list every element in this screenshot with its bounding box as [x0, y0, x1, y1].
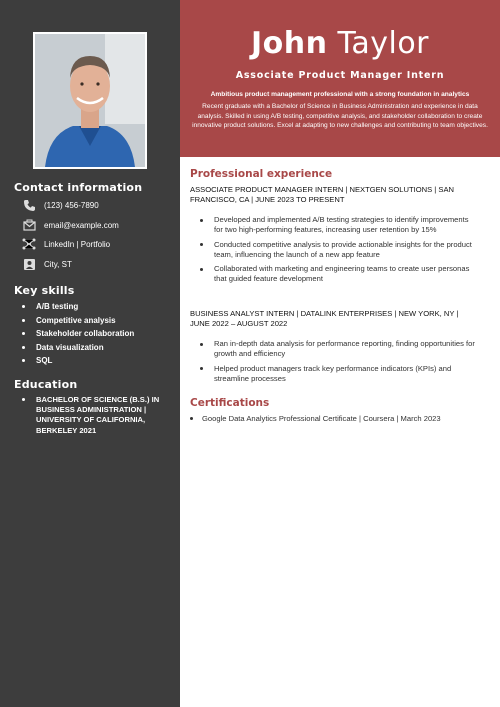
skills-list [22, 300, 134, 368]
skills-heading: Key skills [14, 284, 75, 297]
certification-item: Google Data Analytics Professional Certificate | Coursera | March 2023 [190, 414, 441, 423]
contact-location [22, 256, 72, 272]
list-item: Conducted competitive analysis to provide actionable insights for the product team, influencing the launch of a new app feature [200, 240, 475, 261]
contact-email[interactable] [22, 217, 119, 233]
contact-location-text: City, ST [44, 259, 72, 269]
profile-photo [33, 32, 147, 169]
candidate-name: John Taylor [250, 26, 430, 61]
sidebar [0, 0, 180, 707]
contact-links[interactable] [22, 236, 110, 252]
experience-heading: Professional experience [190, 168, 333, 180]
job-title: BUSINESS ANALYST INTERN | DATALINK ENTERPRISES | NEW YORK, NY | JUNE 2022 – AUGUST 2022 [190, 309, 459, 329]
summary: Recent graduate with a Bachelor of Science in Business Administration and experience in data analysis. Skilled in using A/B testing, competitive analysis, and stakeholder collaboration to create innovative product solutions. Excel at adapting to new challenges and contributing to team objectives. [192, 103, 488, 129]
header-banner [180, 0, 500, 157]
network-icon [22, 237, 36, 251]
contact-heading: Contact information [14, 181, 143, 194]
education-item: BACHELOR OF SCIENCE (B.S.) IN BUSINESS ADMINISTRATION | UNIVERSITY OF CALIFORNIA, BERKELEY 2021 [22, 395, 162, 436]
certifications-heading: Certifications [190, 397, 270, 409]
job-role: Associate Product Manager Intern [235, 70, 445, 81]
list-item: Collaborated with marketing and engineering teams to create user personas that guided feature development [200, 264, 475, 285]
skill-item: A/B testing [22, 300, 134, 314]
job-title: ASSOCIATE PRODUCT MANAGER INTERN | NEXTGEN SOLUTIONS | SAN FRANCISCO, CA | JUNE 2023 TO PRESENT [190, 185, 454, 205]
list-item: Ran in-depth data analysis for performance reporting, finding opportunities for growth and efficiency [200, 339, 475, 360]
skill-item: SQL [22, 354, 134, 368]
job-bullets [200, 339, 475, 388]
list-item: Developed and implemented A/B testing strategies to identify improvements for two high-performing features, increasing user retention by 15% [200, 215, 475, 236]
contact-phone-text: (123) 456-7890 [44, 200, 99, 210]
skill-item: Competitive analysis [22, 314, 134, 328]
contact-links-text: LinkedIn | Portfolio [44, 239, 111, 249]
tagline: Ambitious product management professional with a strong foundation in analytics [210, 91, 470, 98]
location-icon [22, 257, 36, 271]
contact-phone [22, 197, 99, 213]
skill-item: Data visualization [22, 341, 134, 355]
education-heading: Education [14, 378, 78, 391]
phone-icon [22, 198, 36, 212]
contact-email-text: email@example.com [44, 220, 119, 230]
job-bullets [200, 215, 475, 289]
list-item: Helped product managers track key performance indicators (KPIs) and streamline processes [200, 364, 475, 385]
email-icon [22, 218, 36, 232]
skill-item: Stakeholder collaboration [22, 327, 134, 341]
